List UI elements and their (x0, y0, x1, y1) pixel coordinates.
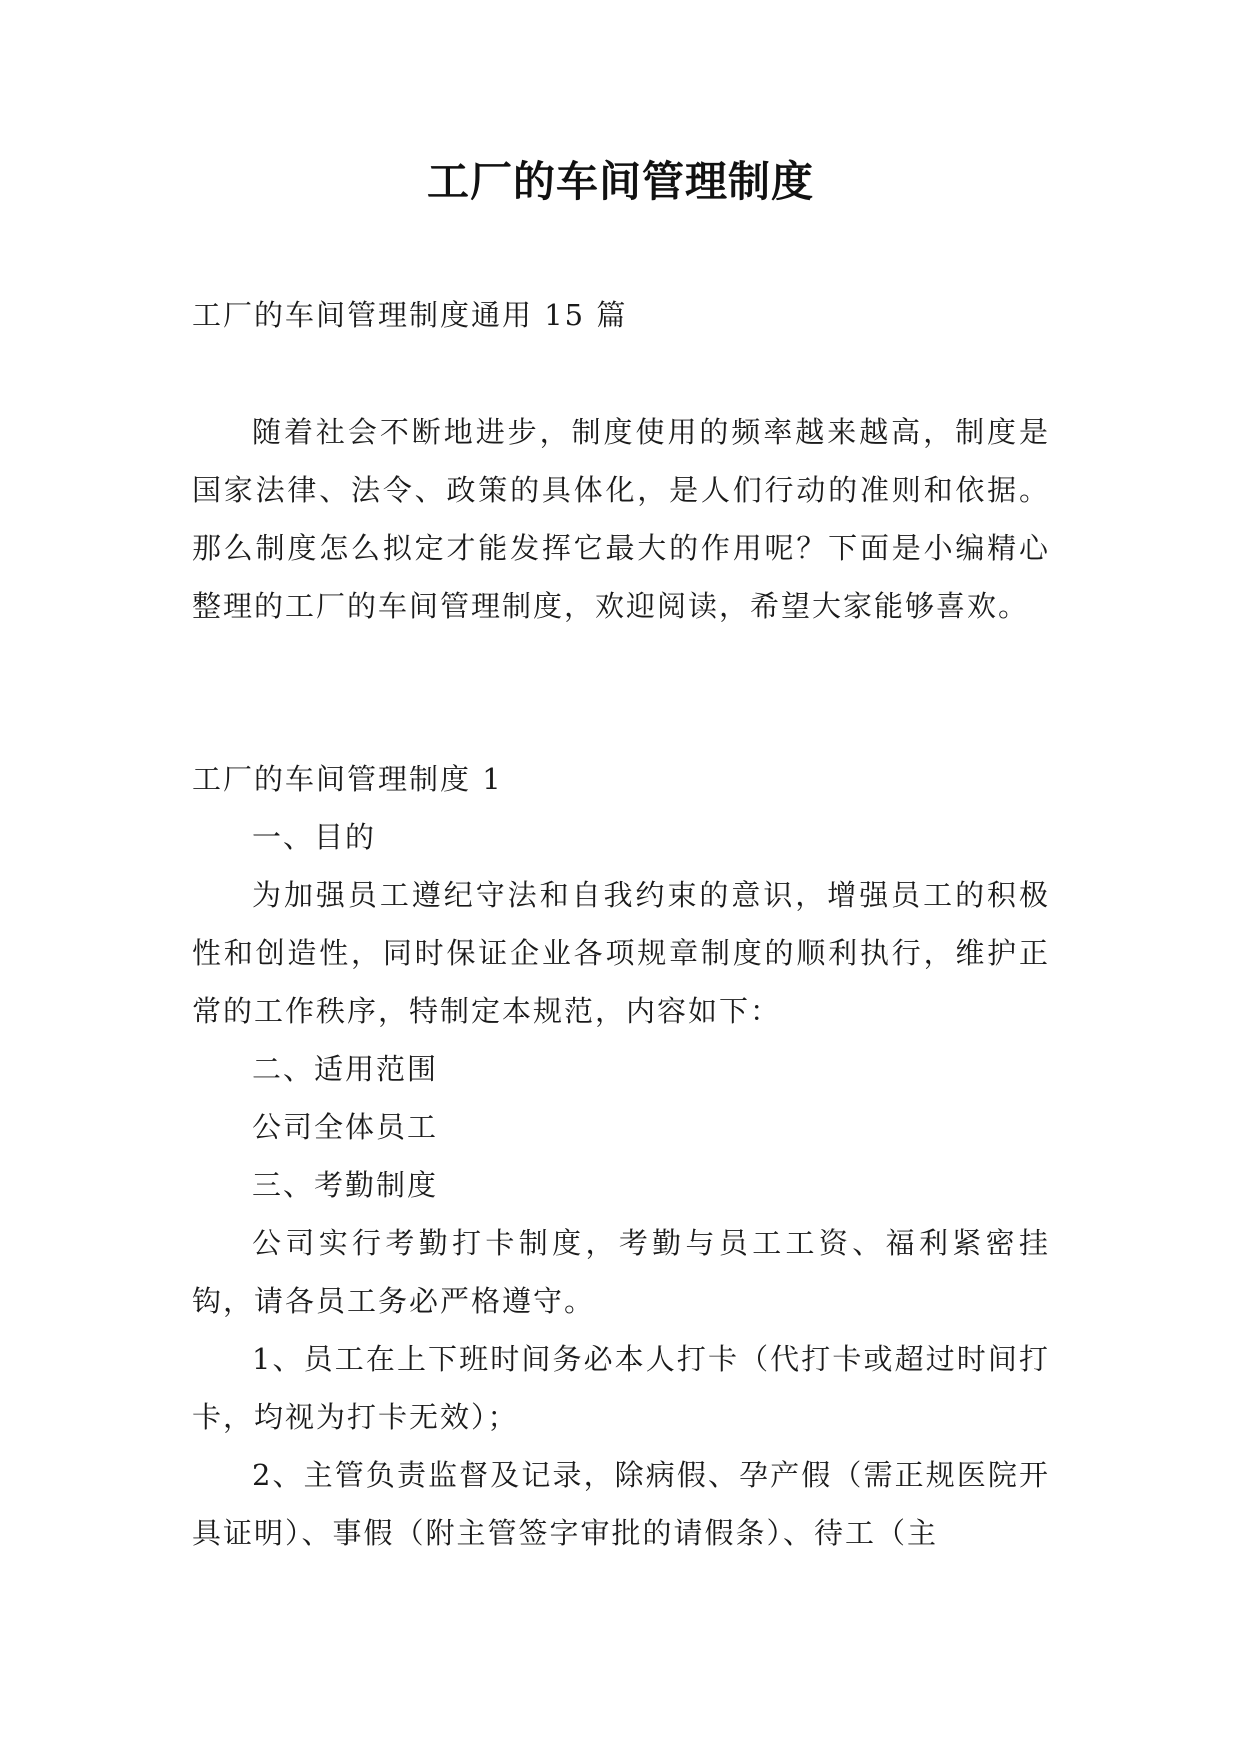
section-1 (192, 750, 1050, 1562)
section-paragraph-scope: 公司全体员工 (252, 1110, 439, 1144)
document-title: 工厂的车间管理制度 (426, 157, 814, 206)
section-item-scope-heading: 二、适用范围 (252, 1052, 439, 1086)
intro-paragraph: 随着社会不断地进步，制度使用的频率越来越高，制度是国家法律、法令、政策的具体化，是人们行动的准则和依据。那么制度怎么拟定才能发挥它最大的作用呢？下面是小编精心整理的工厂的车间管理制度，欢迎阅读，希望大家能够喜欢。 (192, 415, 1050, 623)
section-item-purpose-heading: 一、目的 (252, 820, 377, 854)
section-list-item-2: 2、主管负责监督及记录，除病假、孕产假（需正规医院开具证明）、事假（附主管签字审批的请假条）、待工（主 (192, 1458, 1050, 1550)
document-subtitle: 工厂的车间管理制度通用 15 篇 (192, 298, 628, 332)
section-item-attendance-heading: 三、考勤制度 (252, 1168, 439, 1202)
section-paragraph-attendance: 公司实行考勤打卡制度，考勤与员工工资、福利紧密挂钩，请各员工务必严格遵守。 (192, 1226, 1050, 1318)
section-heading: 工厂的车间管理制度 1 (192, 762, 503, 796)
section-paragraph-purpose: 为加强员工遵纪守法和自我约束的意识，增强员工的积极性和创造性，同时保证企业各项规章制度的顺利执行，维护正常的工作秩序，特制定本规范，内容如下： (192, 878, 1050, 1028)
section-list-item-1: 1、员工在上下班时间务必本人打卡（代打卡或超过时间打卡，均视为打卡无效）； (192, 1342, 1050, 1434)
